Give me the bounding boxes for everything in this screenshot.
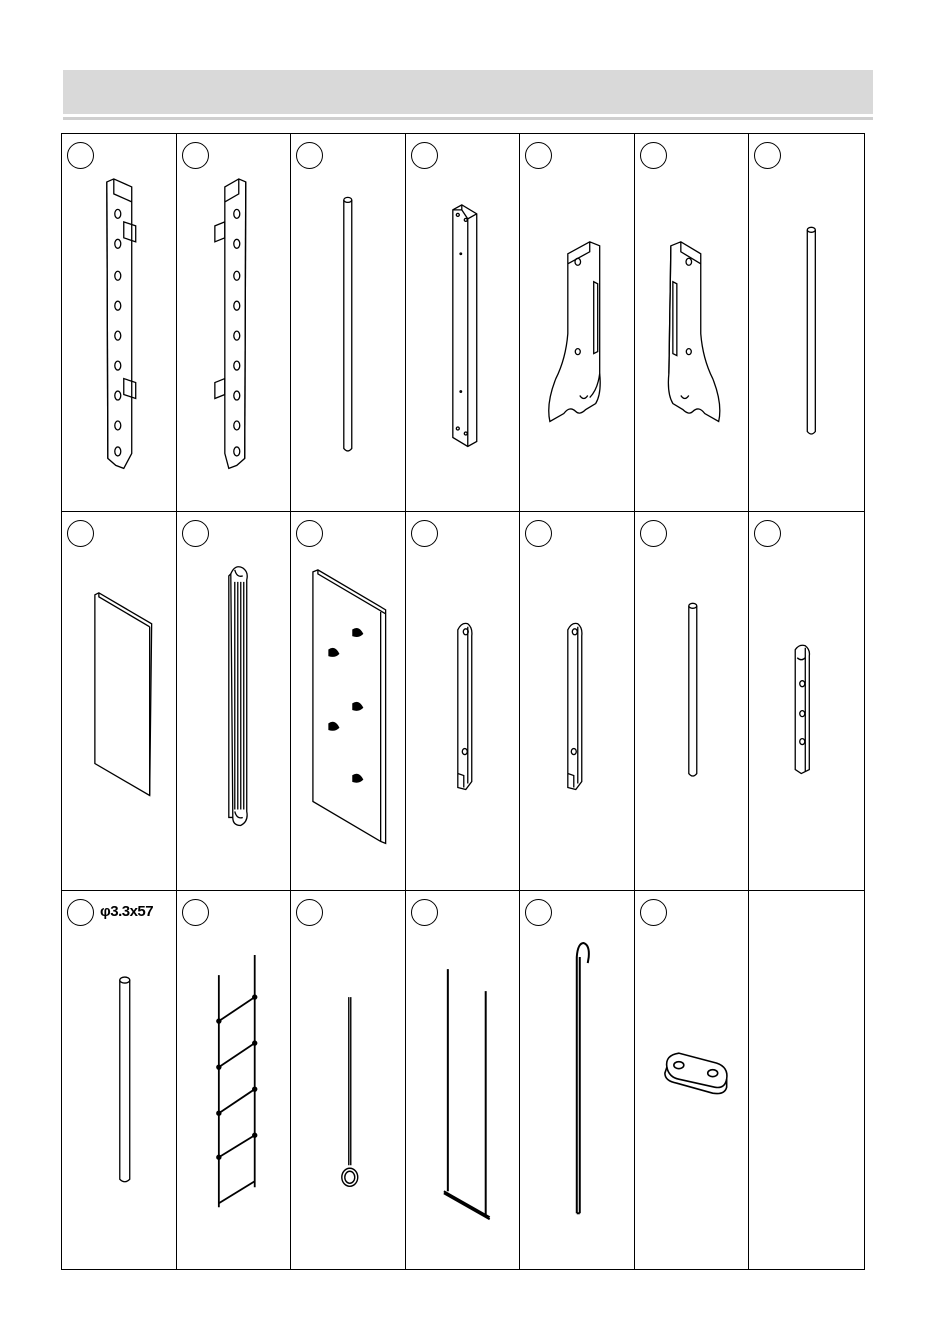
- leg-bracket-icon: [520, 134, 634, 511]
- leg-bracket-icon: [635, 134, 749, 511]
- part-cell-7: [749, 134, 864, 512]
- part-cell-9: [177, 512, 292, 890]
- part-cell-18: [406, 891, 521, 1269]
- bent-rod-icon: [520, 891, 634, 1269]
- part-cell-12: [520, 512, 635, 890]
- part-cell-15: [62, 891, 177, 1269]
- side-panel-icon: [177, 134, 291, 511]
- shelf-panel-icon: [291, 512, 405, 889]
- slotted-rail-icon: [177, 512, 291, 889]
- part-cell-6: [635, 134, 750, 512]
- part-cell-4: [406, 134, 521, 512]
- slat-board-icon: [406, 134, 520, 511]
- header-bar: [63, 70, 873, 114]
- part-cell-3: [291, 134, 406, 512]
- part-label: φ3.3x57: [100, 902, 154, 920]
- parts-grid: [61, 133, 865, 1270]
- part-cell-20: [635, 891, 750, 1269]
- dowel-rod-icon: [749, 134, 864, 511]
- part-cell-16: [177, 891, 292, 1269]
- part-cell-1: [62, 134, 177, 512]
- part-cell-10: [291, 512, 406, 890]
- part-cell-2: [177, 134, 292, 512]
- hook-key-icon: [291, 891, 405, 1269]
- part-cell-17: [291, 891, 406, 1269]
- short-bracket-icon: [749, 512, 864, 889]
- side-panel-icon: [62, 134, 176, 511]
- part-cell-14: [749, 512, 864, 890]
- part-cell-19: [520, 891, 635, 1269]
- part-cell-11: [406, 512, 521, 890]
- part-cell-8: [62, 512, 177, 890]
- flat-panel-icon: [62, 512, 176, 889]
- dowel-rod-icon: [635, 512, 749, 889]
- connector-bar-icon: [520, 512, 634, 889]
- part-cell-empty: [749, 891, 864, 1269]
- dowel-rod-icon: [291, 134, 405, 511]
- part-cell-13: [635, 512, 750, 890]
- cam-washer-icon: [635, 891, 749, 1269]
- ladder-frame-icon: [177, 891, 291, 1269]
- wire-frame-icon: [406, 891, 520, 1269]
- connector-bar-icon: [406, 512, 520, 889]
- dowel-rod-icon: [62, 891, 176, 1269]
- header-rule: [63, 117, 873, 120]
- part-cell-5: [520, 134, 635, 512]
